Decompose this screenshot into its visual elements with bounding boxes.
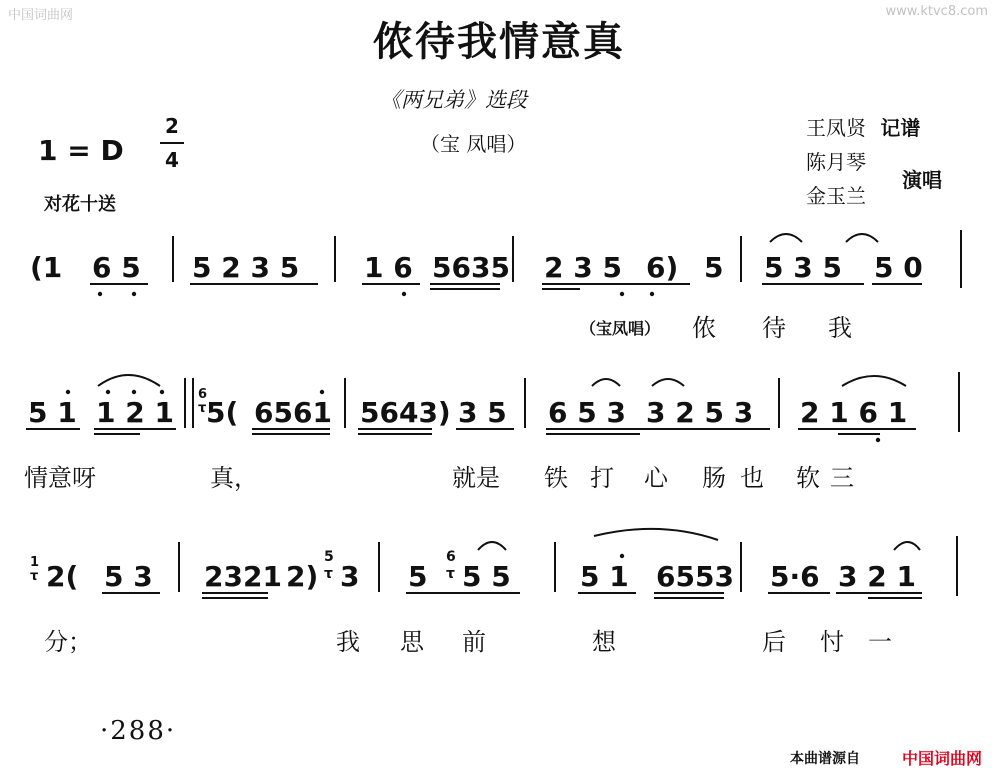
note-r3-4: 3 xyxy=(340,560,360,593)
grace-6b: 6 xyxy=(446,549,456,565)
note-r3-2: 2321 xyxy=(204,560,282,593)
time-top: 2 xyxy=(165,114,179,138)
watermark-right: www.ktvc8.com xyxy=(885,4,988,19)
svg-text:τ: τ xyxy=(30,569,39,584)
note-r3-8: 6553 xyxy=(656,560,734,593)
lyric-r3-0: 分； xyxy=(44,628,92,656)
lyric-r2-9: 三 xyxy=(830,464,854,492)
lyric-r2-5: 心 xyxy=(644,464,668,492)
note-r2-2: 5( xyxy=(206,396,239,429)
note-r2-8: 2 1 6 1 xyxy=(800,396,908,429)
note-r1-6: 6) xyxy=(646,251,679,284)
lyric-r3-5: 后 xyxy=(762,628,786,656)
note-r1-7: 5 xyxy=(704,251,724,284)
lyric-r3-4: 想 xyxy=(592,628,616,656)
watermark-left: 中国词曲网 xyxy=(8,8,74,23)
key-signature: 1 = D xyxy=(38,134,124,167)
note-r2-0: 5 1 xyxy=(28,396,77,429)
grace-5: 5 xyxy=(324,549,334,565)
note-r2-3: 6561 xyxy=(254,396,332,429)
credit-name-2: 陈月琴 xyxy=(806,150,866,174)
note-r3-6: 5 5 xyxy=(462,560,511,593)
lyric-r3-3: 前 xyxy=(462,628,486,656)
note-r3-3: 2) xyxy=(286,560,319,593)
credit-role-3: 演唱 xyxy=(902,168,942,192)
note-r3-7: 5 1 xyxy=(580,560,629,593)
lyric-r2-3: 铁 xyxy=(544,464,568,492)
credit-role-1: 记谱 xyxy=(880,116,921,140)
credit-name-1: 王凤贤 xyxy=(806,116,866,140)
song-title: 侬待我情意真 xyxy=(373,18,625,65)
lyric-r2-4: 打 xyxy=(590,464,614,492)
tune-style: 对花十送 xyxy=(44,194,116,215)
note-r3-0: 2( xyxy=(46,560,79,593)
note-r3-5: 5 xyxy=(408,560,428,593)
lyric-r3-1: 我 xyxy=(336,628,360,656)
lyric-r3-2: 思 xyxy=(400,628,424,656)
lyric-r3-6: 忖 xyxy=(820,628,844,656)
svg-text:τ: τ xyxy=(324,566,333,582)
note-r1-9: 5 0 xyxy=(874,251,923,284)
note-r1-8: 5 3 5 xyxy=(764,251,842,284)
note-r1-2: 5 2 3 5 xyxy=(192,251,300,284)
source-label: 本曲谱源自 xyxy=(790,751,860,767)
lyric-r1-0: 侬 xyxy=(692,314,716,342)
note-r2-4: 5643) xyxy=(360,396,451,429)
note-r3-10: 3 2 1 xyxy=(838,560,916,593)
note-r1-3: 1 6 xyxy=(364,251,413,284)
lyric-r2-8: 软 xyxy=(796,464,820,492)
lyric-r3-7: 一 xyxy=(868,628,892,656)
lyric-r2-2: 就是 xyxy=(452,464,500,492)
note-r1-0: (1 xyxy=(30,251,63,284)
grace-6: 6 xyxy=(198,387,208,402)
svg-text:τ: τ xyxy=(198,401,207,416)
note-r2-1: 1 2 1 xyxy=(96,396,174,429)
lyric-r1-2: 我 xyxy=(828,314,852,342)
note-r2-7: 3 2 5 3 xyxy=(646,396,754,429)
page-number: ·288· xyxy=(100,716,177,746)
credit-name-3: 金玉兰 xyxy=(806,184,866,208)
lyric-r2-0: 情意呀 xyxy=(24,464,96,492)
song-subtitle: 《两兄弟》选段 xyxy=(380,88,527,112)
lyric-r1-1: 待 xyxy=(762,314,786,342)
note-r2-5: 3 5 xyxy=(458,396,507,429)
lyric-r2-1: 真， xyxy=(210,464,258,492)
note-r2-6: 6 5 3 xyxy=(548,396,626,429)
lyric-r2-6: 肠 xyxy=(702,464,726,492)
note-r3-9: 5·6 xyxy=(770,560,820,593)
note-r1-1: 6 5 xyxy=(92,251,141,284)
source-site-link[interactable]: 中国词曲网 xyxy=(902,749,983,768)
svg-text:τ: τ xyxy=(446,566,455,582)
note-r3-1: 5 3 xyxy=(104,560,153,593)
note-r1-5: 2 3 5 xyxy=(544,251,622,284)
lyric-role-label: （宝凤唱） xyxy=(580,319,661,338)
time-bottom: 4 xyxy=(165,148,179,172)
grace-1: 1 xyxy=(30,555,40,570)
lyric-r2-7: 也 xyxy=(740,464,764,492)
note-r1-4: 5635 xyxy=(432,251,510,284)
singer-note: （宝 凤唱） xyxy=(420,132,527,156)
